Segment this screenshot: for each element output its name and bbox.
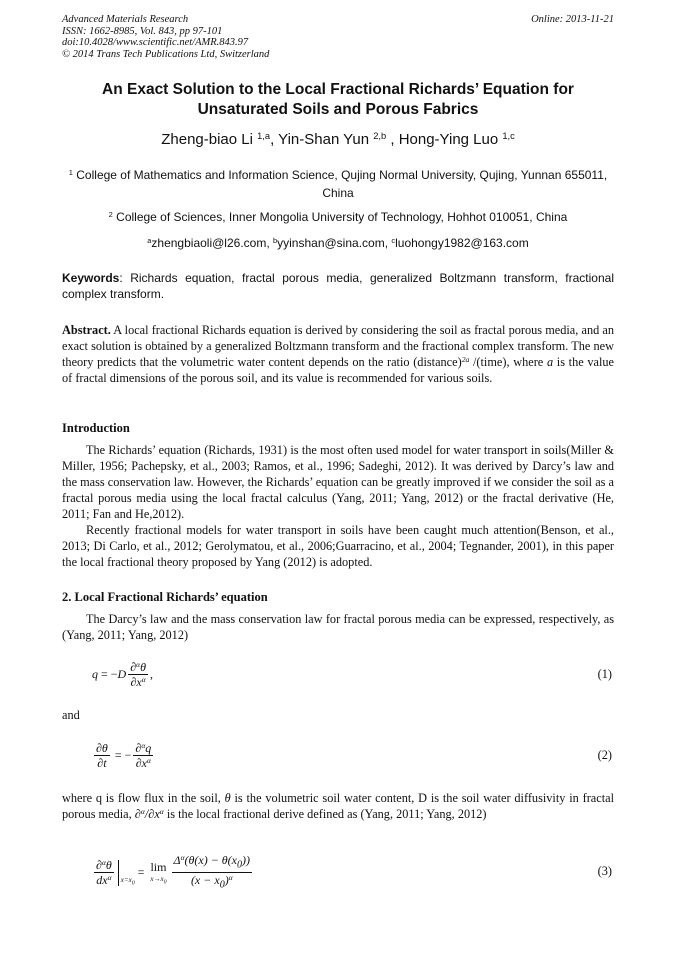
affiliation-text: College of Sciences, Inner Mongolia University of Technology, Hohhot 010051, China (116, 210, 568, 224)
journal-header (62, 14, 422, 60)
copyright-line: © 2014 Trans Tech Publications Ltd, Switzerland (62, 48, 270, 60)
paragraph-text: is the volumetric soil water content, D is the soil water diffusivity in fractal porous media, (62, 791, 614, 821)
section-2-body-continued (62, 790, 614, 822)
introduction-body (62, 442, 614, 570)
email-address[interactable]: yyinshan@sina.com, (277, 236, 389, 250)
section-heading-introduction: Introduction (62, 421, 130, 435)
author-name: Hong-Ying Luo (398, 131, 499, 148)
equation-number: (3) (597, 864, 612, 878)
section-heading-2: 2. Local Fractional Richards’ equation (62, 590, 268, 604)
email-mark: b (273, 235, 278, 245)
title-line-1: An Exact Solution to the Local Fractional Richards’ Equation for (102, 81, 574, 98)
author-name: Zheng-biao Li (161, 131, 253, 148)
paragraph: The Darcy’s law and the mass conservation law for fractal porous media can be expressed, respectively, as (Yang, 2011; Yang, 2012) (62, 612, 614, 642)
affiliation-2 (62, 208, 614, 226)
abstract (62, 322, 614, 386)
paragraph: The Richards’ equation (Richards, 1931) is the most often used model for water transport in soils(Miller & Miller, 1956; Pachepsky, et al., 2003; Ramos, et al., 1996; Sadeghi, 2012). It was derived by Darcy’s law and the mass conservation law. However, the Richards’ equation can be greatly improved if we consider the soil as a fractal porous media using the local fractal calculus (Yang, 2011; Yang, 2012) or the fractal derivative (He, 2011; Fan and He,2012). (62, 443, 614, 521)
author-affiliation-mark: 1,a (257, 130, 271, 141)
issn-line: ISSN: 1662-8985, Vol. 843, pp 97-101 (62, 25, 223, 37)
fractional-derivative-symbol: $\partial^\alpha/\partial x^\alpha$ (134, 806, 164, 821)
keywords-text: : Richards equation, fractal porous media, generalized Boltzmann transform, fractional complex transform. (62, 271, 614, 301)
paragraph: Recently fractional models for water transport in soils have been caught much attention(Benson, et al., 2013; Di Carlo, et al., 2012; Gerolymatou, et al., 2006;Guarracino, et al., 2004; Tegnander, 2001), in this paper the local fractional theory proposed by Yang (2012) is adopted. (62, 523, 614, 569)
keywords-label: Keywords (62, 271, 120, 285)
title-line-2: Unsaturated Soils and Porous Fabrics (197, 101, 479, 118)
affiliation-text: College of Mathematics and Information Science, Qujing Normal University, Qujing, Yunnan 655011, China (76, 168, 608, 200)
abstract-label: Abstract. (62, 323, 111, 337)
author-affiliation-mark: 1,c (502, 130, 515, 141)
equation-3: $\frac{\partial^\alpha\theta}{dx^\alpha}$ $x=x_0$ = lim $x\to x_0$ $\frac{\Delta^\alpha(\theta(x) - \theta(x_0))}{(x - x_0)^\alpha}$ (96, 852, 251, 891)
equation-number: (2) (597, 748, 612, 762)
email-address[interactable]: zhengbiaoli@l26.com, (151, 236, 270, 250)
doi-line: doi:10.4028/www.scientific.net/AMR.843.97 (62, 37, 249, 49)
email-list (62, 234, 614, 252)
section-2-body (62, 611, 614, 643)
author-list: Zheng-biao Li $^{1,a}$, Yin-Shan Yun $^{2,b}$ , Hong-Ying Luo $^{1,c}$ (161, 130, 515, 148)
equation-number: (1) (597, 667, 612, 681)
abstract-symbol: a (546, 355, 554, 369)
paragraph-text: where q is flow flux in the soil, (62, 791, 225, 805)
affiliation-mark: 2 (108, 209, 113, 219)
affiliation-mark: 1 (68, 167, 73, 177)
abstract-text: A local fractional Richards equation is derived by considering the soil as fractal porous media, and an exact solution is obtained by a generalized Boltzmann transform and the fractional complex transform. The new theory predicts that the volumetric water content depends on the ratio (distance) (62, 323, 614, 369)
abstract-text: /(time), where (469, 355, 547, 369)
keywords (62, 270, 614, 302)
author-name: Yin-Shan Yun (278, 131, 370, 148)
abstract-exponent: 2a (461, 354, 470, 364)
online-date: Online: 2013-11-21 (531, 14, 614, 25)
paragraph-text: is the local fractional derive defined as (Yang, 2011; Yang, 2012) (163, 807, 487, 821)
email-mark: a (147, 235, 152, 245)
author-affiliation-mark: 2,b (373, 130, 387, 141)
abstract-text: is the value of fractal dimensions of the porous soil, and its value is recommended for various soils. (62, 355, 614, 385)
paper-title (62, 80, 614, 120)
equation-1: q = − D $\frac{\partial^\alpha\theta}{\partial x^\alpha}$ , (92, 659, 153, 689)
email-mark: c (391, 235, 396, 245)
affiliation-1 (62, 166, 614, 202)
journal-name: Advanced Materials Research (62, 14, 189, 25)
email-address[interactable]: luohongy1982@163.com (395, 236, 529, 250)
equation-2: $\frac{\partial\theta}{\partial t}$ = − $\frac{\partial^\alpha q}{\partial x^\alpha}$ (96, 740, 152, 770)
connector-text: and (62, 708, 80, 722)
theta-symbol: θ (224, 791, 231, 805)
